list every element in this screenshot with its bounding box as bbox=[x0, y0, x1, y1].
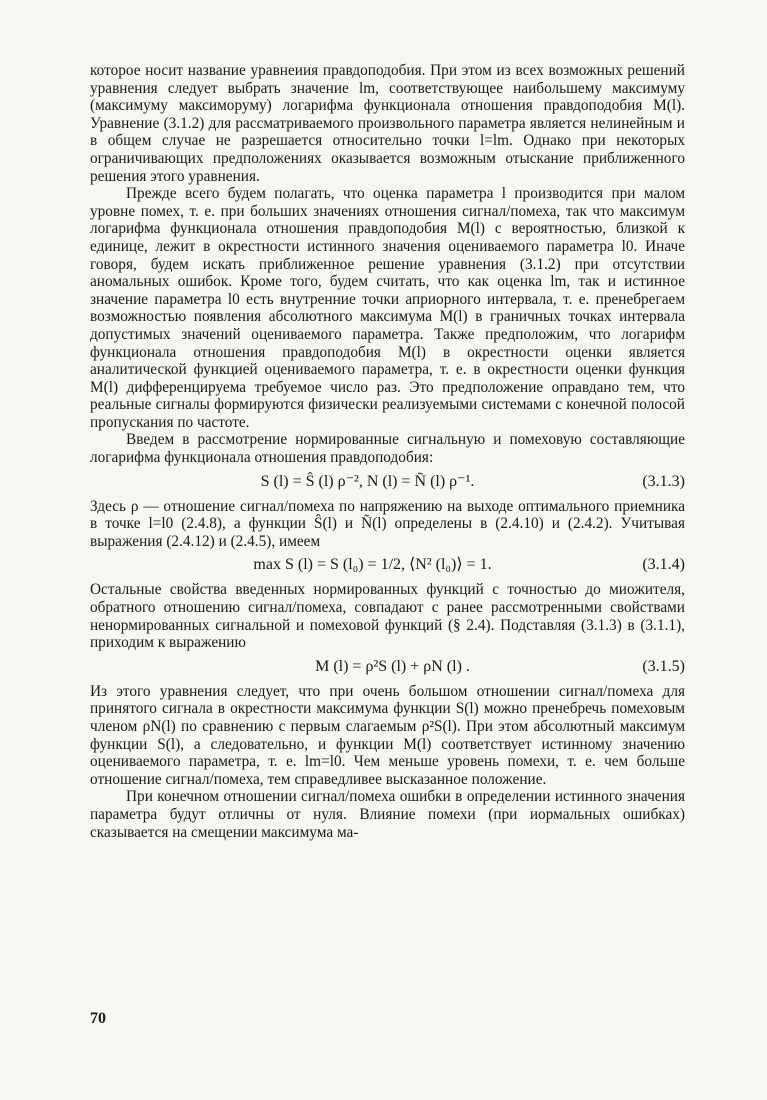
equation-formula: max S (l) = S (l₀) = 1/2, ⟨N² (l₀)⟩ = 1. bbox=[253, 556, 492, 574]
paragraph-high-snr: Из этого уравнения следует, что при очень большом отношении сигнал/помеха для принятого сигнала в окрестности максимума функции S(l) можно пренебречь помеховым членом ρN(l) по сравнению с первым слагаемым ρ²S(l). При этом абсолютный максимум функции S(l), а следовательно, и функции M(l) соответствует истинному значению оцениваемого параметра, т. е. lm=l0. Чем меньше уровень помехи, т. е. чем больше отношение сигнал/помеха, тем справедливее высказанное положение. bbox=[90, 682, 685, 788]
paragraph-snr-definition: Здесь ρ — отношение сигнал/помеха по напряжению на выходе оптимального приемника в точке l=l0 (2.4.8), а функции Ŝ(l) и Ñ(l) определены в (2.4.10) и (2.4.2). Учитывая выражения (2.4.12) и (2.4.5), имеем bbox=[90, 497, 685, 550]
paragraph-other-properties: Остальные свойства введенных нормированных функций с точностью до миожителя, обратного отношению сигнал/помеха, совпадают с ранее рассмотренными свойствами ненормированных сигнальной и помеховой функций (§ 2.4). Подставляя (3.1.3) в (3.1.1), приходим к выражению bbox=[90, 581, 685, 652]
equation-formula: S (l) = Ŝ (l) ρ⁻², N (l) = Ñ (l) ρ⁻¹. bbox=[260, 472, 475, 490]
paragraph-finite-snr: При конечном отношении сигнал/помеха ошибки в определении истинного значения параметра будут отличны от нуля. Влияние помехи (при иормальных ошибках) сказывается на смещении максимума ма- bbox=[90, 788, 685, 841]
equation-3-1-5 bbox=[90, 657, 685, 677]
paragraph-assumptions: Прежде всего будем полагать, что оценка параметра l производится при малом уровне помех, т. е. при больших значениях отношения сигнал/помеха, так что максимум логарифма функционала отношения правдоподобия M(l) с вероятностью, близкой к единице, лежит в окрестности истинного значения оцениваемого параметра l0. Иначе говоря, будем искать приближенное решение уравнения (3.1.2) при отсутствии аномальных ошибок. Кроме того, будем считать, что как оценка lm, так и истинное значение параметра l0 есть внутренние точки априорного интервала, т. е. пренебрегаем возможностью появления абсолютного максимума M(l) в граничных точках интервала допустимых значений оцениваемого параметра. Также предположим, что логарифм функционала отношения правдоподобия M(l) в окрестности оценки является аналитической функцией оцениваемого параметра, т. е. в окрестности оценки функция M(l) дифференцируема требуемое число раз. Это предположение оправдано тем, что реальные сигналы формируются физически реализуемыми системами с конечной полосой пропускания по частоте. bbox=[90, 185, 685, 431]
page-number: 70 bbox=[90, 1010, 106, 1027]
equation-formula: M (l) = ρ²S (l) + ρN (l) . bbox=[315, 657, 470, 675]
equation-3-1-3 bbox=[90, 472, 685, 492]
equation-number: (3.1.5) bbox=[642, 657, 685, 675]
equation-3-1-4 bbox=[90, 555, 685, 575]
paragraph-normalized-components: Введем в рассмотрение нормированные сигнальную и помеховую составляющие логарифма функционала отношения правдоподобия: bbox=[90, 431, 685, 467]
equation-number: (3.1.3) bbox=[642, 472, 685, 490]
equation-number: (3.1.4) bbox=[642, 556, 685, 574]
paragraph-likelihood-equation: которое носит название уравнеиия правдоподобия. При этом из всех возможных решений уравнения следует выбрать значение lm, соответствующее наибольшему максимуму (максимуму максиморуму) логарифма функционала отношения правдоподобия M(l). Уравнение (3.1.2) для рассматриваемого произвольного параметра является нелинейным и в общем случае не разрешается относительно точки l=lm. Однако при некоторых ограничивающих предположениях оказывается возможным отыскание приближенного решения этого уравнения. bbox=[90, 62, 685, 185]
